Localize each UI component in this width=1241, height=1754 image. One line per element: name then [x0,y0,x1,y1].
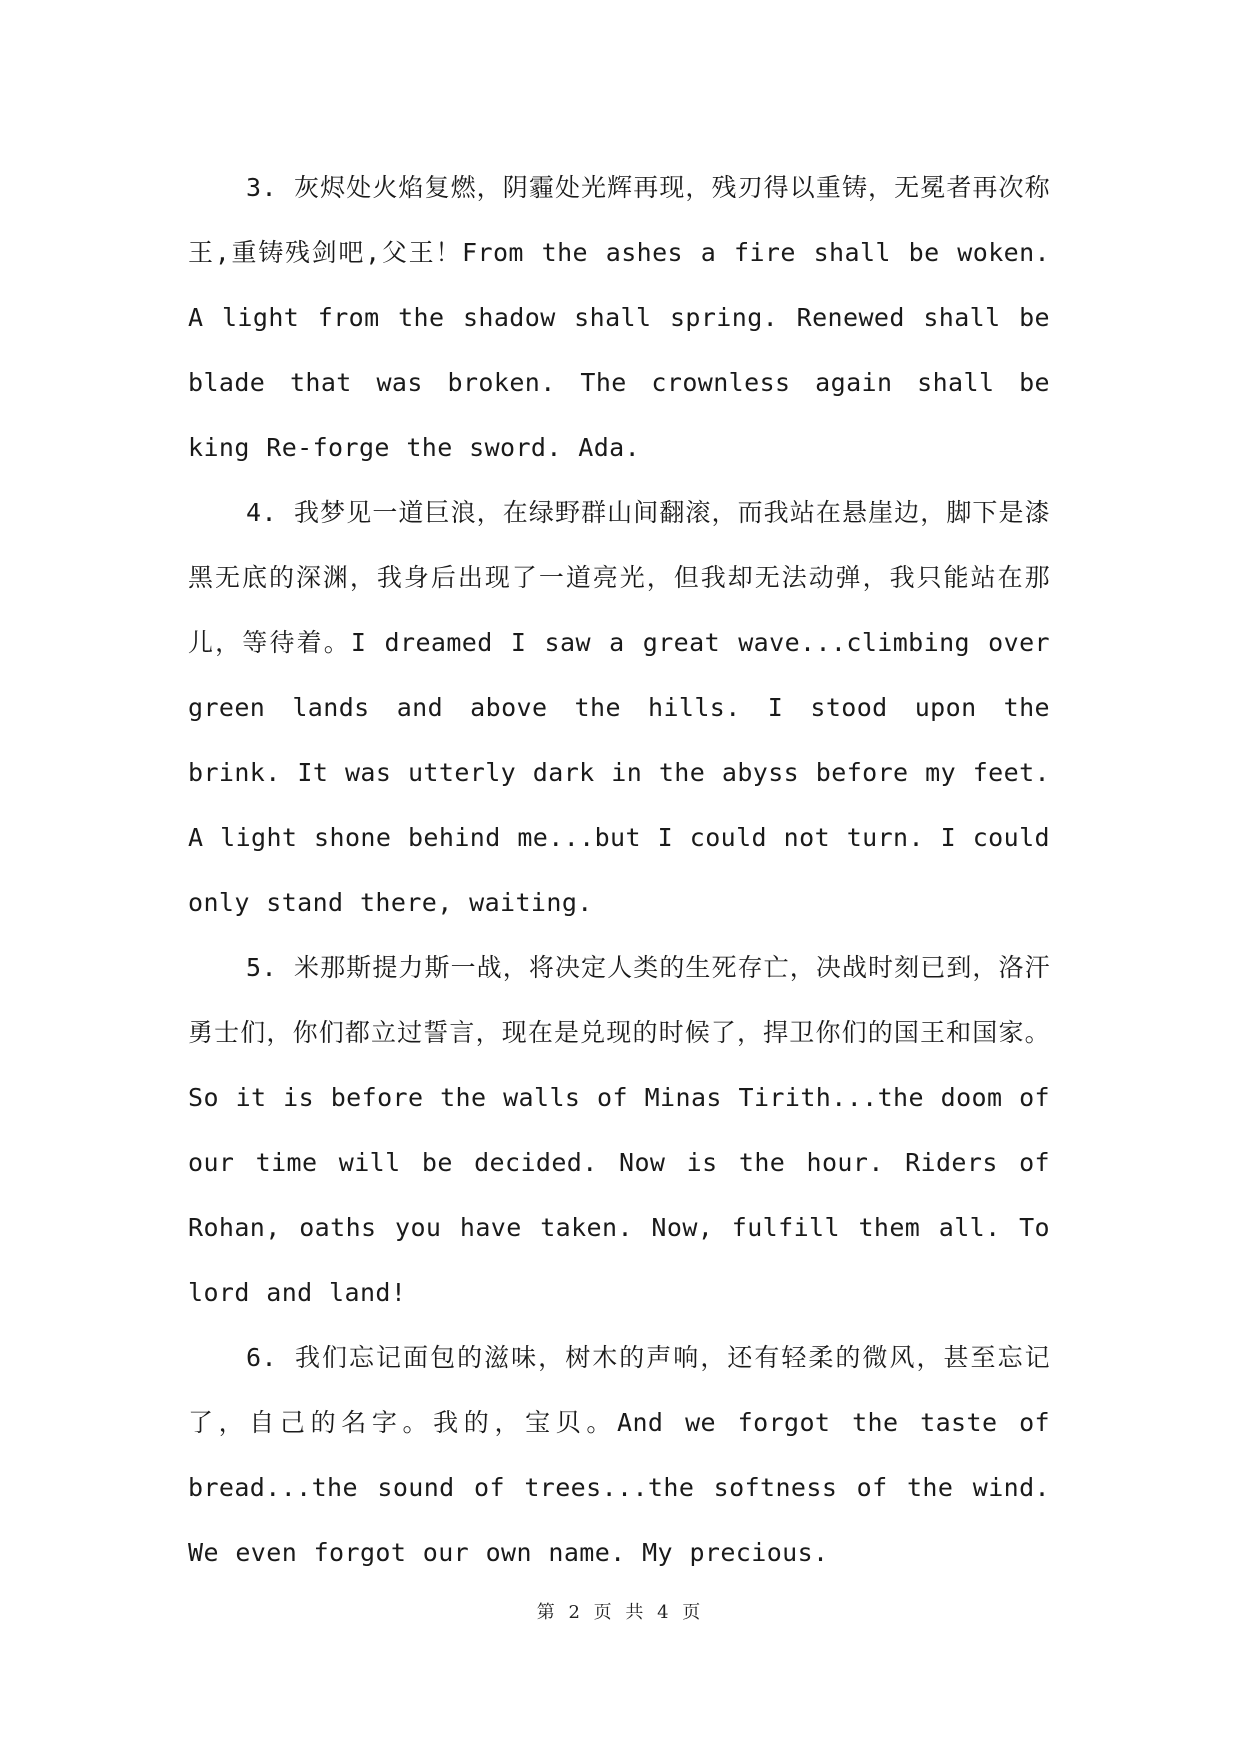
paragraph-quote-6: 6. 我们忘记面包的滋味，树木的声响，还有轻柔的微风，甚至忘记了，自己的名字。我的，宝贝。And we forgot the taste of bread...the sound of trees...the softness of the wind. We even forgot our own name. My precious. [188,1343,1050,1567]
paragraph-quote-4: 4. 我梦见一道巨浪，在绿野群山间翻滚，而我站在悬崖边，脚下是漆黑无底的深渊，我身后出现了一道亮光，但我却无法动弹，我只能站在那儿，等待着。I dreamed I saw a great wave...climbing over green lands and above the hills. I stood upon the brink. It was utterly dark in the abyss before my feet. A light shone behind me...but I could not turn. I could only stand there, waiting. [188,498,1050,917]
page-number-footer: 第 2 页 共 4 页 [536,1602,705,1623]
paragraph-quote-5: 5. 米那斯提力斯一战，将决定人类的生死存亡，决战时刻已到，洛汗勇士们，你们都立过誓言，现在是兑现的时候了，捍卫你们的国王和国家。So it is before the walls of Minas Tirith...the doom of our time will be decided. Now is the hour. Riders of Rohan, oaths you have taken. Now, fulfill them all. To lord and land! [188,953,1050,1307]
document-body [188,155,1050,1585]
paragraph-quote-3: 3. 灰烬处火焰复燃，阴霾处光辉再现，残刃得以重铸，无冕者再次称王,重铸残剑吧,父王！From the ashes a fire shall be woken. A light from the shadow shall spring. Renewed shall be blade that was broken. The crownless again shall be king Re-forge the sword. Ada. [188,173,1050,462]
